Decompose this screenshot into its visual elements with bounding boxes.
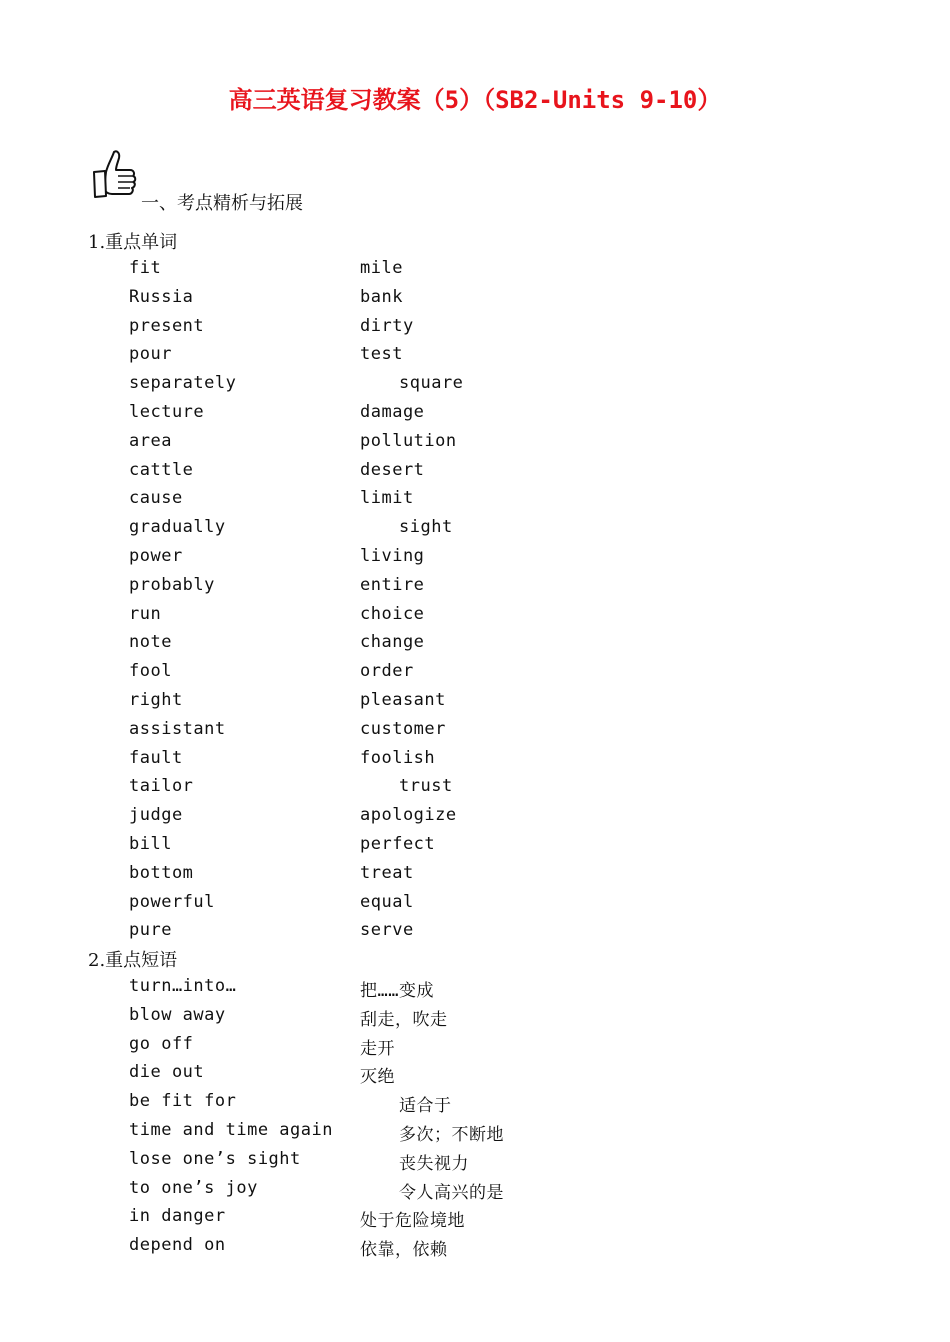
word-row-pair: trust — [399, 776, 453, 797]
phrase-row-pair: 刮走，吹走 — [360, 1009, 448, 1030]
word-row — [0, 373, 950, 401]
thumbs-up-icon — [92, 150, 140, 204]
word-row-pair: serve — [360, 920, 414, 941]
word-row-term: lecture — [129, 402, 205, 422]
word-row-term: right — [129, 690, 183, 710]
word-row-pair: foolish — [360, 747, 436, 768]
word-row-term: fault — [129, 747, 183, 768]
word-row-pair: dirty — [360, 315, 414, 336]
word-row — [0, 431, 950, 459]
word-row-pair: order — [360, 661, 414, 682]
phrase-row — [0, 1235, 950, 1263]
word-row — [0, 546, 950, 574]
phrase-row-pair: 把……变成 — [360, 981, 434, 1001]
word-row-pair: damage — [360, 402, 425, 422]
phrase-row-pair: 走开 — [360, 1038, 395, 1059]
phrase-row — [0, 1149, 950, 1177]
phrase-row — [0, 1178, 950, 1206]
word-row-pair: living — [360, 546, 425, 566]
word-row-pair: pleasant — [360, 690, 446, 710]
word-row-term: pure — [129, 920, 172, 941]
word-row-term: fit — [129, 258, 162, 278]
phrase-row — [0, 1091, 950, 1119]
word-row-pair: treat — [360, 862, 414, 883]
phrase-row-term: depend on — [129, 1235, 226, 1256]
phrase-row-pair: 令人高兴的是 — [399, 1182, 504, 1203]
phrase-row-term: to one’s joy — [129, 1177, 258, 1198]
word-row-pair: test — [360, 344, 403, 365]
word-row-pair: customer — [360, 718, 446, 739]
word-row-term: separately — [129, 373, 237, 394]
word-row-pair: entire — [360, 574, 425, 595]
word-row-pair: sight — [399, 517, 453, 538]
phrases-heading: 2.重点短语 — [88, 950, 178, 971]
word-row — [0, 344, 950, 372]
word-row-term: present — [129, 315, 205, 336]
word-row-term: bill — [129, 834, 172, 854]
phrase-row — [0, 1120, 950, 1148]
word-row-pair: apologize — [360, 805, 457, 826]
page-title: 高三英语复习教案（5）（SB2-Units 9-10） — [228, 86, 722, 114]
word-row — [0, 805, 950, 833]
phrase-row-pair: 适合于 — [399, 1096, 452, 1117]
word-row-term: powerful — [129, 891, 215, 912]
word-row-term: gradually — [129, 517, 226, 538]
word-row — [0, 661, 950, 689]
word-row-term: assistant — [129, 718, 226, 739]
phrase-row-term: be fit for — [129, 1091, 237, 1112]
word-row-term: cause — [129, 488, 183, 509]
phrase-row-term: in danger — [129, 1206, 226, 1227]
phrase-row-term: go off — [129, 1033, 194, 1054]
word-row-term: probably — [129, 574, 215, 595]
word-row — [0, 690, 950, 718]
phrase-row — [0, 1062, 950, 1090]
word-row-pair: perfect — [360, 834, 436, 854]
word-row-pair: choice — [360, 603, 425, 624]
word-row-term: tailor — [129, 776, 194, 797]
phrase-row-pair: 灭绝 — [360, 1067, 395, 1088]
word-row-pair: equal — [360, 891, 414, 912]
word-row — [0, 575, 950, 603]
phrase-row — [0, 976, 950, 1004]
word-row — [0, 776, 950, 804]
phrase-row — [0, 1206, 950, 1234]
word-row — [0, 748, 950, 776]
phrase-row-pair: 多次；不断地 — [399, 1125, 504, 1145]
phrase-row-pair: 处于危险境地 — [360, 1211, 465, 1232]
phrase-row — [0, 1005, 950, 1033]
word-row-pair: square — [399, 373, 464, 394]
word-row-pair: desert — [360, 459, 425, 480]
words-heading: 1.重点单词 — [88, 232, 178, 253]
phrase-row-term: time and time again — [129, 1120, 333, 1140]
word-row-term: Russia — [129, 286, 194, 307]
word-row-term: fool — [129, 661, 172, 682]
word-row-pair: pollution — [360, 430, 457, 451]
phrase-row-term: blow away — [129, 1004, 226, 1025]
word-row — [0, 834, 950, 862]
word-row — [0, 402, 950, 430]
word-row — [0, 632, 950, 660]
section-heading: 一、考点精析与拓展 — [141, 193, 303, 214]
word-row — [0, 863, 950, 891]
word-row-pair: bank — [360, 286, 403, 307]
word-row-pair: mile — [360, 258, 403, 278]
word-row — [0, 488, 950, 516]
word-row-term: cattle — [129, 459, 194, 480]
word-row-term: bottom — [129, 862, 194, 883]
phrase-row-pair: 依靠，依赖 — [360, 1240, 448, 1261]
word-row-term: power — [129, 546, 183, 566]
word-row-term: area — [129, 430, 172, 451]
word-row-pair: change — [360, 632, 425, 653]
word-row-term: judge — [129, 805, 183, 826]
word-row — [0, 604, 950, 632]
word-row-pair: limit — [360, 488, 414, 509]
word-row — [0, 517, 950, 545]
phrase-row-term: turn…into… — [129, 976, 237, 996]
phrase-row — [0, 1034, 950, 1062]
word-row — [0, 920, 950, 948]
word-row — [0, 460, 950, 488]
word-row — [0, 892, 950, 920]
word-row — [0, 719, 950, 747]
word-row — [0, 316, 950, 344]
word-row-term: run — [129, 603, 162, 624]
word-row-term: note — [129, 632, 172, 653]
word-row — [0, 287, 950, 315]
word-row — [0, 258, 950, 286]
phrase-row-pair: 丧失视力 — [399, 1153, 469, 1174]
phrase-row-term: die out — [129, 1062, 205, 1083]
phrase-row-term: lose one’s sight — [129, 1148, 301, 1169]
word-row-term: pour — [129, 344, 172, 365]
